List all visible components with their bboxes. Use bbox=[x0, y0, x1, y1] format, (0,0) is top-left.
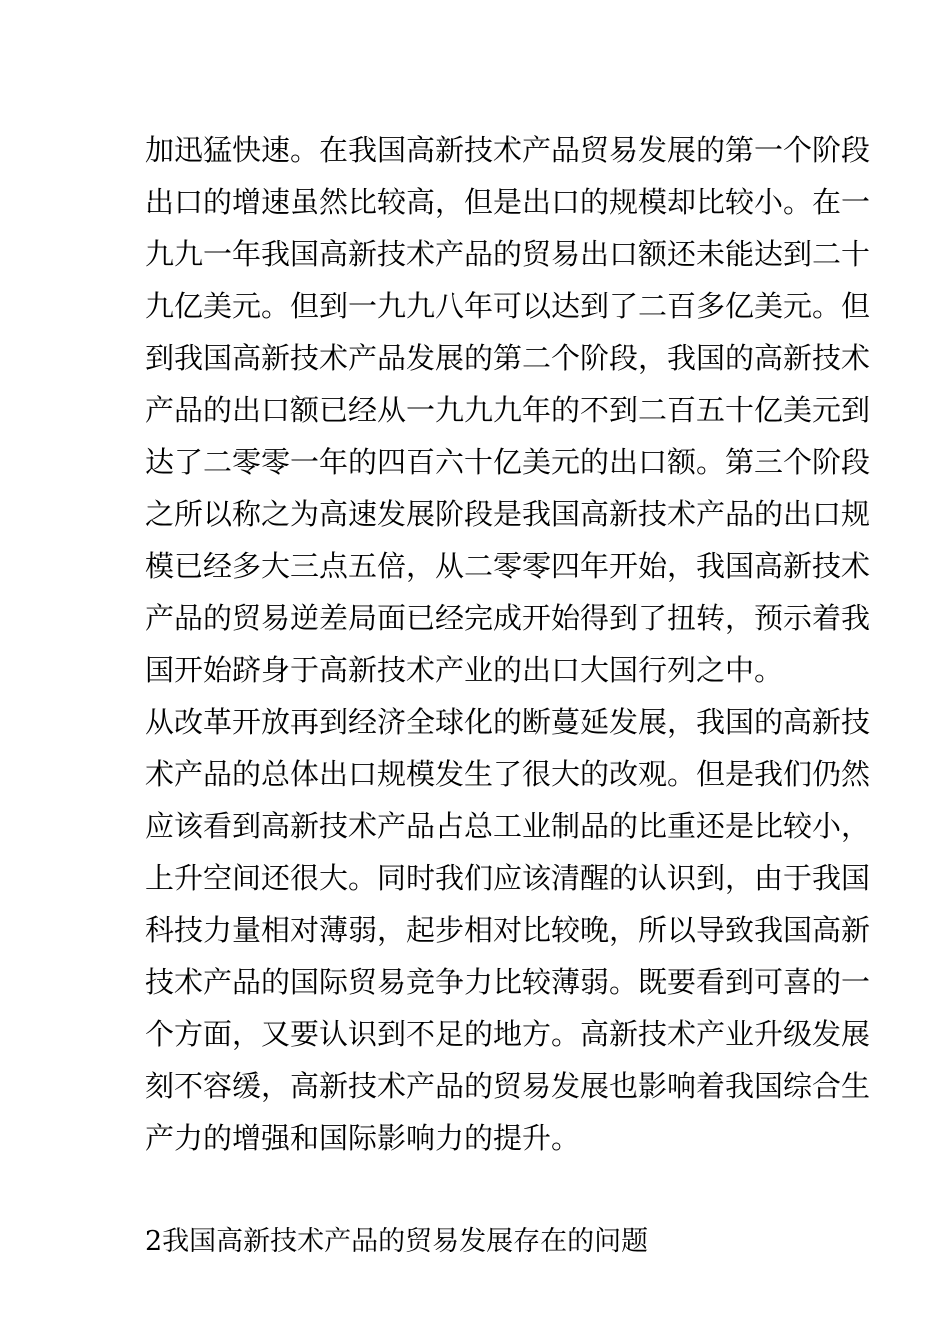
paragraph-line: 加迅猛快速。在我国高新技术产品贸易发展的第一个阶段 bbox=[145, 133, 871, 167]
paragraph-line: 个方面，又要认识到不足的地方。高新技术产业升级发展 bbox=[145, 1017, 871, 1051]
paragraph-line: 九亿美元。但到一九九八年可以达到了二百多亿美元。但 bbox=[145, 289, 871, 323]
paragraph-line: 刻不容缓，高新技术产品的贸易发展也影响着我国综合生 bbox=[145, 1069, 871, 1103]
paragraph-line: 应该看到高新技术产品占总工业制品的比重还是比较小， bbox=[145, 809, 871, 843]
paragraph-line: 产品的贸易逆差局面已经完成开始得到了扭转，预示着我 bbox=[145, 601, 871, 635]
paragraph-line: 之所以称之为高速发展阶段是我国高新技术产品的出口规 bbox=[145, 497, 871, 531]
paragraph-line: 到我国高新技术产品发展的第二个阶段，我国的高新技术 bbox=[145, 341, 871, 375]
paragraph-line: 产品的出口额已经从一九九九年的不到二百五十亿美元到 bbox=[145, 393, 871, 427]
paragraph-line: 技术产品的国际贸易竞争力比较薄弱。既要看到可喜的一 bbox=[145, 965, 871, 999]
paragraph-line: 术产品的总体出口规模发生了很大的改观。但是我们仍然 bbox=[145, 757, 871, 791]
paragraph-line: 模已经多大三点五倍，从二零零四年开始，我国高新技术 bbox=[145, 549, 871, 583]
paragraph-line: 九九一年我国高新技术产品的贸易出口额还未能达到二十 bbox=[145, 237, 871, 271]
paragraph-line: 上升空间还很大。同时我们应该清醒的认识到，由于我国 bbox=[145, 861, 871, 895]
paragraph-line: 出口的增速虽然比较高，但是出口的规模却比较小。在一 bbox=[145, 185, 871, 219]
paragraph-line: 国开始跻身于高新技术产业的出口大国行列之中。 bbox=[145, 653, 784, 687]
paragraph-line: 从改革开放再到经济全球化的断蔓延发展，我国的高新技 bbox=[145, 705, 871, 739]
section-heading: 2我国高新技术产品的贸易发展存在的问题 bbox=[145, 1226, 649, 1257]
paragraph-line: 科技力量相对薄弱，起步相对比较晚，所以导致我国高新 bbox=[145, 913, 871, 947]
paragraph-line: 产力的增强和国际影响力的提升。 bbox=[145, 1121, 581, 1155]
paragraph-line: 达了二零零一年的四百六十亿美元的出口额。第三个阶段 bbox=[145, 445, 871, 479]
